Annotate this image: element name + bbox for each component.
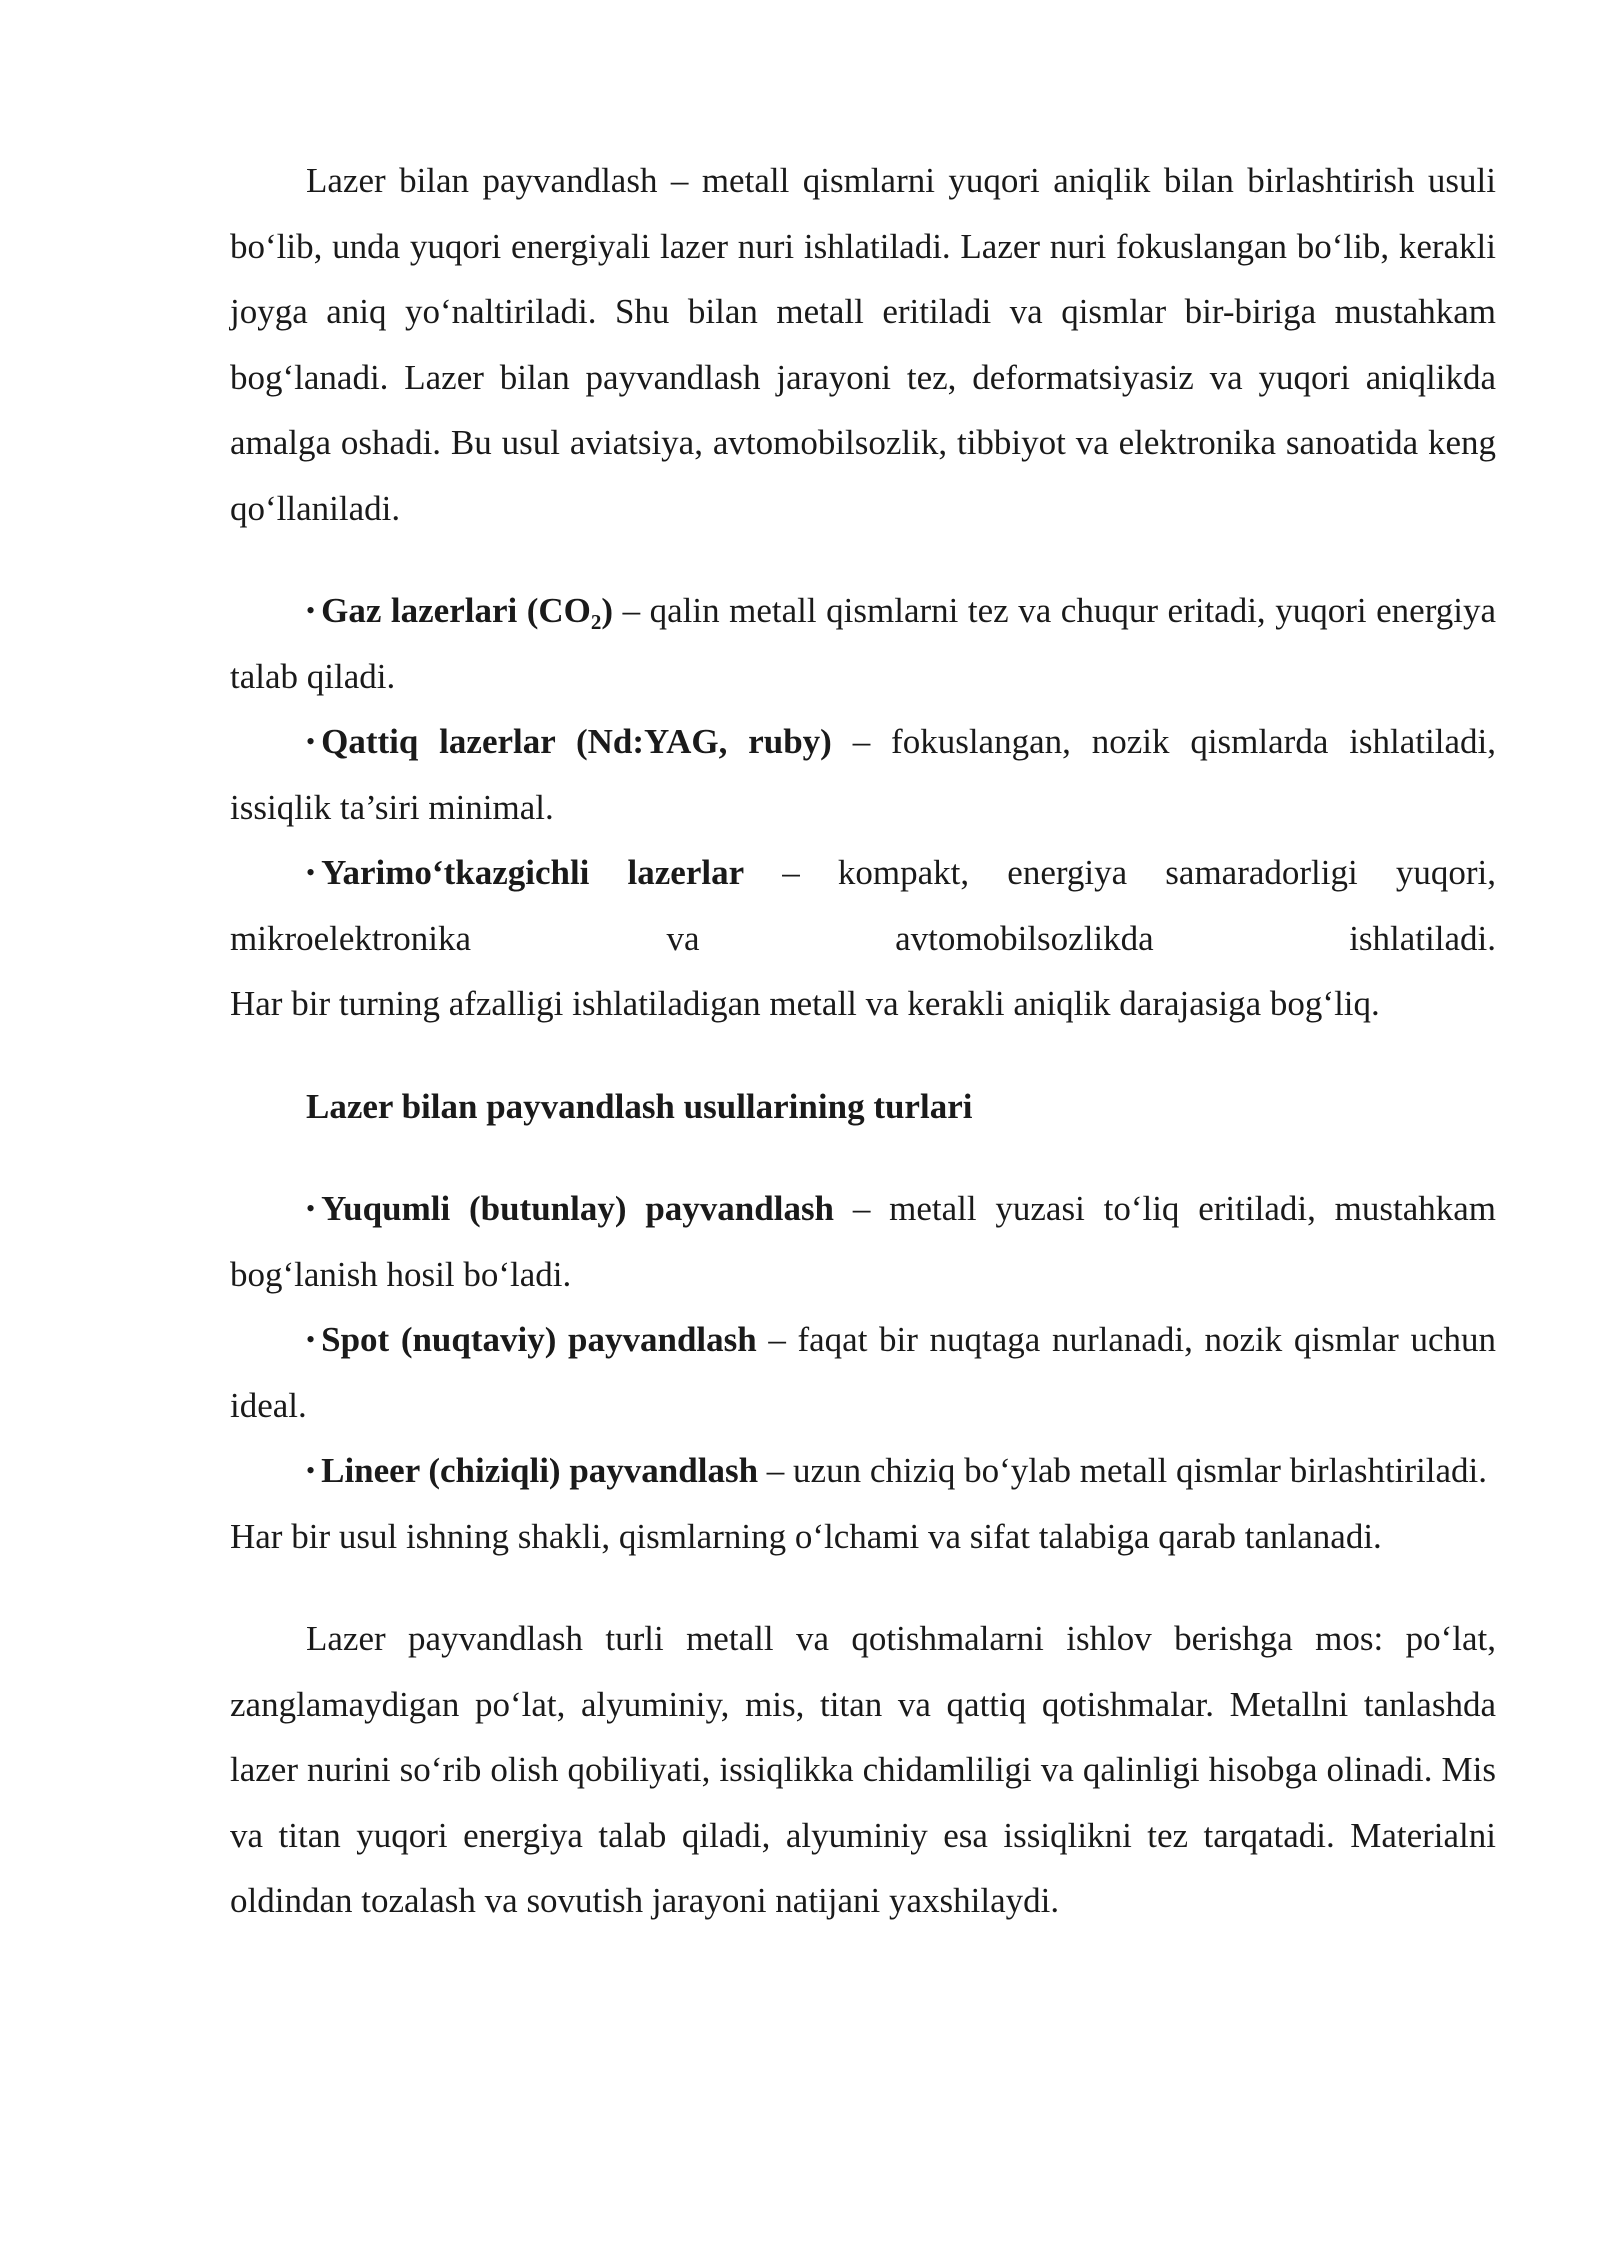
list-item <box>230 840 1496 971</box>
intro-paragraph: Lazer bilan payvandlash – metall qismlarni yuqori aniqlik bilan birlashtirish usuli bo‘lib, unda yuqori energiyali lazer nuri ishlatiladi. Lazer nuri fokuslangan bo‘lib, kerakli joyga aniq yo‘naltiriladi. Shu bilan metall eritiladi va qismlar bir-biriga mustahkam bog‘lanadi. Lazer bilan payvandlash jarayoni tez, deformatsiyasiz va yuqori aniqlikda amalga oshadi. Bu usul aviatsiya, avtomobilsozlik, tibbiyot va elektronika sanoatida keng qo‘llaniladi. <box>230 161 1496 528</box>
list-item-term: Qattiq lazerlar (Nd:YAG, ruby) <box>321 722 832 761</box>
methods-note: Har bir usul ishning shakli, qismlarning o‘lchami va sifat talabiga qarab tanlanadi. <box>230 1516 1382 1556</box>
list-item-desc: – kompakt, energiya samaradorligi yuqori, mikroelektronika va avtomobilsozlikda ishlatiladi. <box>230 853 1496 958</box>
bullet-icon: • <box>306 1325 316 1354</box>
list-item-term: Gaz lazerlari (CO₂) <box>321 591 614 630</box>
list-item-desc: – metall yuzasi to‘liq eritiladi, mustahkam bog‘lanish hosil bo‘ladi. <box>230 1189 1496 1294</box>
document-page <box>230 148 1496 1934</box>
section-heading: Lazer bilan payvandlash usullarining turlari <box>306 1086 973 1126</box>
spacer <box>230 1139 1496 1176</box>
list-item <box>230 1176 1496 1307</box>
list-item <box>230 1307 1496 1438</box>
list-item-desc: – fokuslangan, nozik qismlarda ishlatiladi, issiqlik ta’siri minimal. <box>230 722 1496 827</box>
laser-types-note: Har bir turning afzalligi ishlatiladigan metall va kerakli aniqlik darajasiga bog‘liq. <box>230 984 1380 1023</box>
list-item <box>230 578 1496 709</box>
list-item-term: Yarimo‘tkazgichli lazerlar <box>321 853 745 892</box>
materials-paragraph: Lazer payvandlash turli metall va qotishmalarni ishlov berishga mos: po‘lat, zanglamaydigan po‘lat, alyuminiy, mis, titan va qattiq qotishmalar. Metallni tanlashda lazer nurini so‘rib olish qobiliyati, issiqlikka chidamliligi va qalinligi hisobga olinadi. Mis va titan yuqori energiya talab qiladi, alyuminiy esa issiqlikni tez tarqatadi. Materialni oldindan tozalash va sovutish jarayoni natijani yaxshilaydi. <box>230 1619 1496 1920</box>
list-item-desc: – faqat bir nuqtaga nurlanadi, nozik qismlar uchun ideal. <box>230 1320 1496 1425</box>
spacer <box>230 541 1496 578</box>
bullet-icon: • <box>306 858 316 887</box>
list-item-term: Spot (nuqtaviy) payvandlash <box>321 1320 757 1359</box>
spacer <box>230 1037 1496 1074</box>
bullet-icon: • <box>306 727 316 756</box>
list-item-term: Lineer (chiziqli) payvandlash <box>321 1451 759 1490</box>
list-item-term: Yuqumli (butunlay) payvandlash <box>321 1189 835 1228</box>
bullet-icon: • <box>306 1456 316 1485</box>
list-item <box>230 709 1496 840</box>
list-item-desc: – qalin metall qismlarni tez va chuqur eritadi, yuqori energiya talab qiladi. <box>230 591 1496 696</box>
laser-types-list <box>230 578 1496 1037</box>
bullet-icon: • <box>306 596 316 625</box>
spacer <box>230 1569 1496 1606</box>
methods-list <box>230 1176 1496 1569</box>
bullet-icon: • <box>306 1194 316 1223</box>
list-item-desc: – uzun chiziq bo‘ylab metall qismlar birlashtiriladi. <box>758 1451 1488 1490</box>
list-item <box>230 1438 1496 1504</box>
